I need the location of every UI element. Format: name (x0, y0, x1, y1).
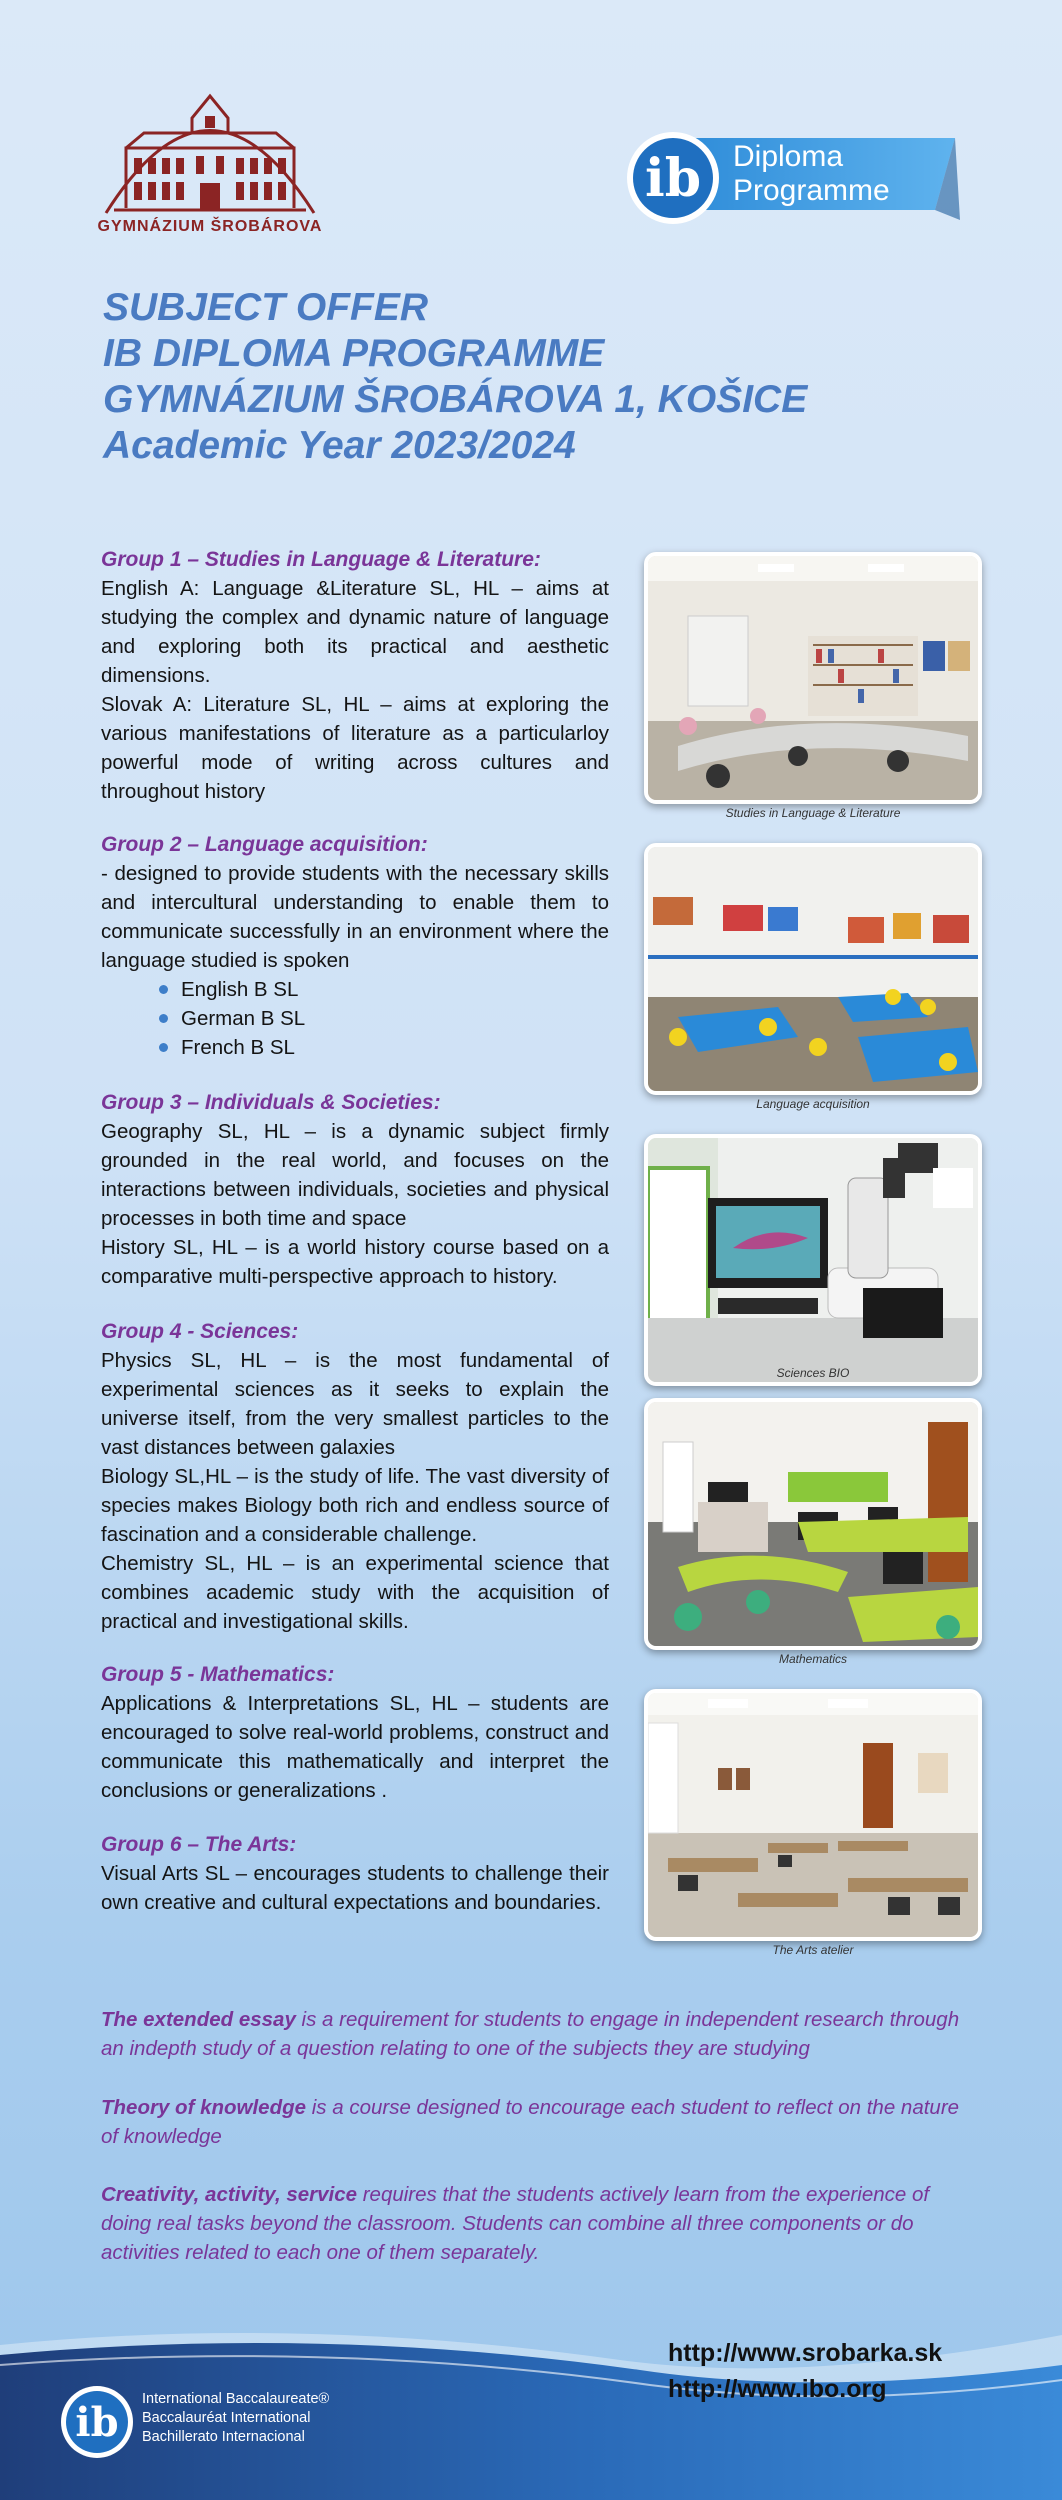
link-srobarka[interactable]: http://www.srobarka.sk (668, 2339, 943, 2367)
photo-mathematics (644, 1398, 982, 1650)
statement-bold: The extended essay (101, 2008, 296, 2031)
photo-caption: The Arts atelier (772, 1943, 854, 1957)
group-6-section (101, 1830, 609, 1917)
photo-caption: Studies in Language & Literature (725, 806, 901, 820)
statement-text: is a requirement for students to engage in independent research through an indepth study of a question relating to one of the subjects they are studying (101, 2008, 960, 2060)
language-list (101, 975, 609, 1062)
theory-of-knowledge-statement (101, 2093, 963, 2151)
group-heading: Group 2 – Language acquisition: (101, 833, 428, 856)
photo-caption: Language acquisition (756, 1097, 870, 1111)
title-line-1: SUBJECT OFFER (103, 286, 429, 329)
ib-organisation-names (142, 2390, 329, 2447)
group-paragraph: History SL, HL – is a world history course based on a comparative multi-perspective approach to history. (101, 1236, 609, 1288)
ib-badge-line2: Programme (733, 174, 890, 207)
ib-badge-line1: Diploma (733, 140, 844, 173)
ib-logo-icon (625, 130, 721, 226)
group-3-section (101, 1088, 609, 1291)
group-heading: Group 6 – The Arts: (101, 1833, 297, 1856)
group-paragraph: Physics SL, HL – is the most fundamental of experimental sciences as it seeks to explain the universe itself, from the very smallest particles to the vast distances between galaxies (101, 1349, 609, 1459)
statement-bold: Creativity, activity, service (101, 2183, 358, 2206)
photo-language-acquisition (644, 843, 982, 1095)
ib-diploma-badge (625, 130, 960, 226)
statement-text: requires that the students actively learn from the experience of doing real tasks beyond the classroom. Students can combine all three components or do activities related to each one of them separately. (101, 2183, 930, 2264)
page-title (103, 285, 963, 469)
svg-text:ib: ib (644, 148, 702, 209)
title-line-3: GYMNÁZIUM ŠROBÁROVA 1, KOŠICE (103, 378, 808, 421)
ib-name-es: Bachillerato Internacional (142, 2429, 305, 2445)
group-paragraph: - designed to provide students with the necessary skills and intercultural understanding to enable them to communicate successfully in an environment where the language studied is spoken (101, 862, 609, 972)
statement-text: is a course designed to encourage each student to reflect on the nature of knowledge (101, 2096, 960, 2148)
group-paragraph: Slovak A: Literature SL, HL – aims at exploring the various manifestations of literature as a particularloy powerful mode of writing across cultures and throughout history (101, 693, 609, 803)
group-4-section (101, 1317, 609, 1636)
cas-statement (101, 2180, 963, 2267)
statement-bold: Theory of knowledge (101, 2096, 307, 2119)
group-heading: Group 3 – Individuals & Societies: (101, 1091, 441, 1114)
link-ibo[interactable]: http://www.ibo.org (668, 2375, 887, 2403)
list-item: English B SL (159, 975, 609, 1004)
ib-footer-logo-icon (60, 2385, 134, 2459)
list-item: French B SL (159, 1033, 609, 1062)
photo-language-literature (644, 552, 982, 804)
list-item: German B SL (159, 1004, 609, 1033)
group-paragraph: Biology SL,HL – is the study of life. The vast diversity of species makes Biology both rich and endless source of fascination and a considerable challenge. (101, 1465, 609, 1546)
ib-name-en: International Baccalaureate® (142, 2391, 330, 2407)
photo-caption: Sciences BIO (776, 1366, 850, 1380)
group-paragraph: Applications & Interpretations SL, HL – students are encouraged to solve real-world problems, construct and communicate this mathematically and interpret the conclusions or generalizations . (101, 1692, 609, 1802)
ib-name-fr: Baccalauréat International (142, 2410, 311, 2426)
website-links (668, 2335, 942, 2407)
photo-caption: Mathematics (778, 1652, 848, 1666)
photo-arts-atelier (644, 1689, 982, 1941)
photo-sciences-bio (644, 1134, 982, 1386)
group-heading: Group 4 - Sciences: (101, 1320, 299, 1343)
group-heading: Group 1 – Studies in Language & Literature: (101, 548, 541, 571)
group-paragraph: Geography SL, HL – is a dynamic subject firmly grounded in the real world, and focuses on the interactions between individuals, societies and physical processes in both time and space (101, 1120, 609, 1230)
group-paragraph: English A: Language &Literature SL, HL – aims at studying the complex and dynamic nature of language and exploring both its practical and aesthetic dimensions. (101, 577, 609, 687)
group-paragraph: Chemistry SL, HL – is an experimental science that combines academic study with the acquisition of practical and investigational skills. (101, 1552, 609, 1633)
extended-essay-statement (101, 2005, 963, 2063)
group-2-section (101, 830, 609, 1062)
group-1-section (101, 545, 609, 806)
group-paragraph: Visual Arts SL – encourages students to challenge their own creative and cultural expectations and boundaries. (101, 1862, 609, 1914)
svg-text:ib: ib (75, 2399, 119, 2446)
title-line-2: IB DIPLOMA PROGRAMME (103, 332, 605, 375)
title-line-4: Academic Year 2023/2024 (103, 424, 576, 467)
group-5-section (101, 1660, 609, 1805)
group-heading: Group 5 - Mathematics: (101, 1663, 335, 1686)
school-logo-name: GYMNÁZIUM ŠROBÁROVA (97, 218, 323, 235)
